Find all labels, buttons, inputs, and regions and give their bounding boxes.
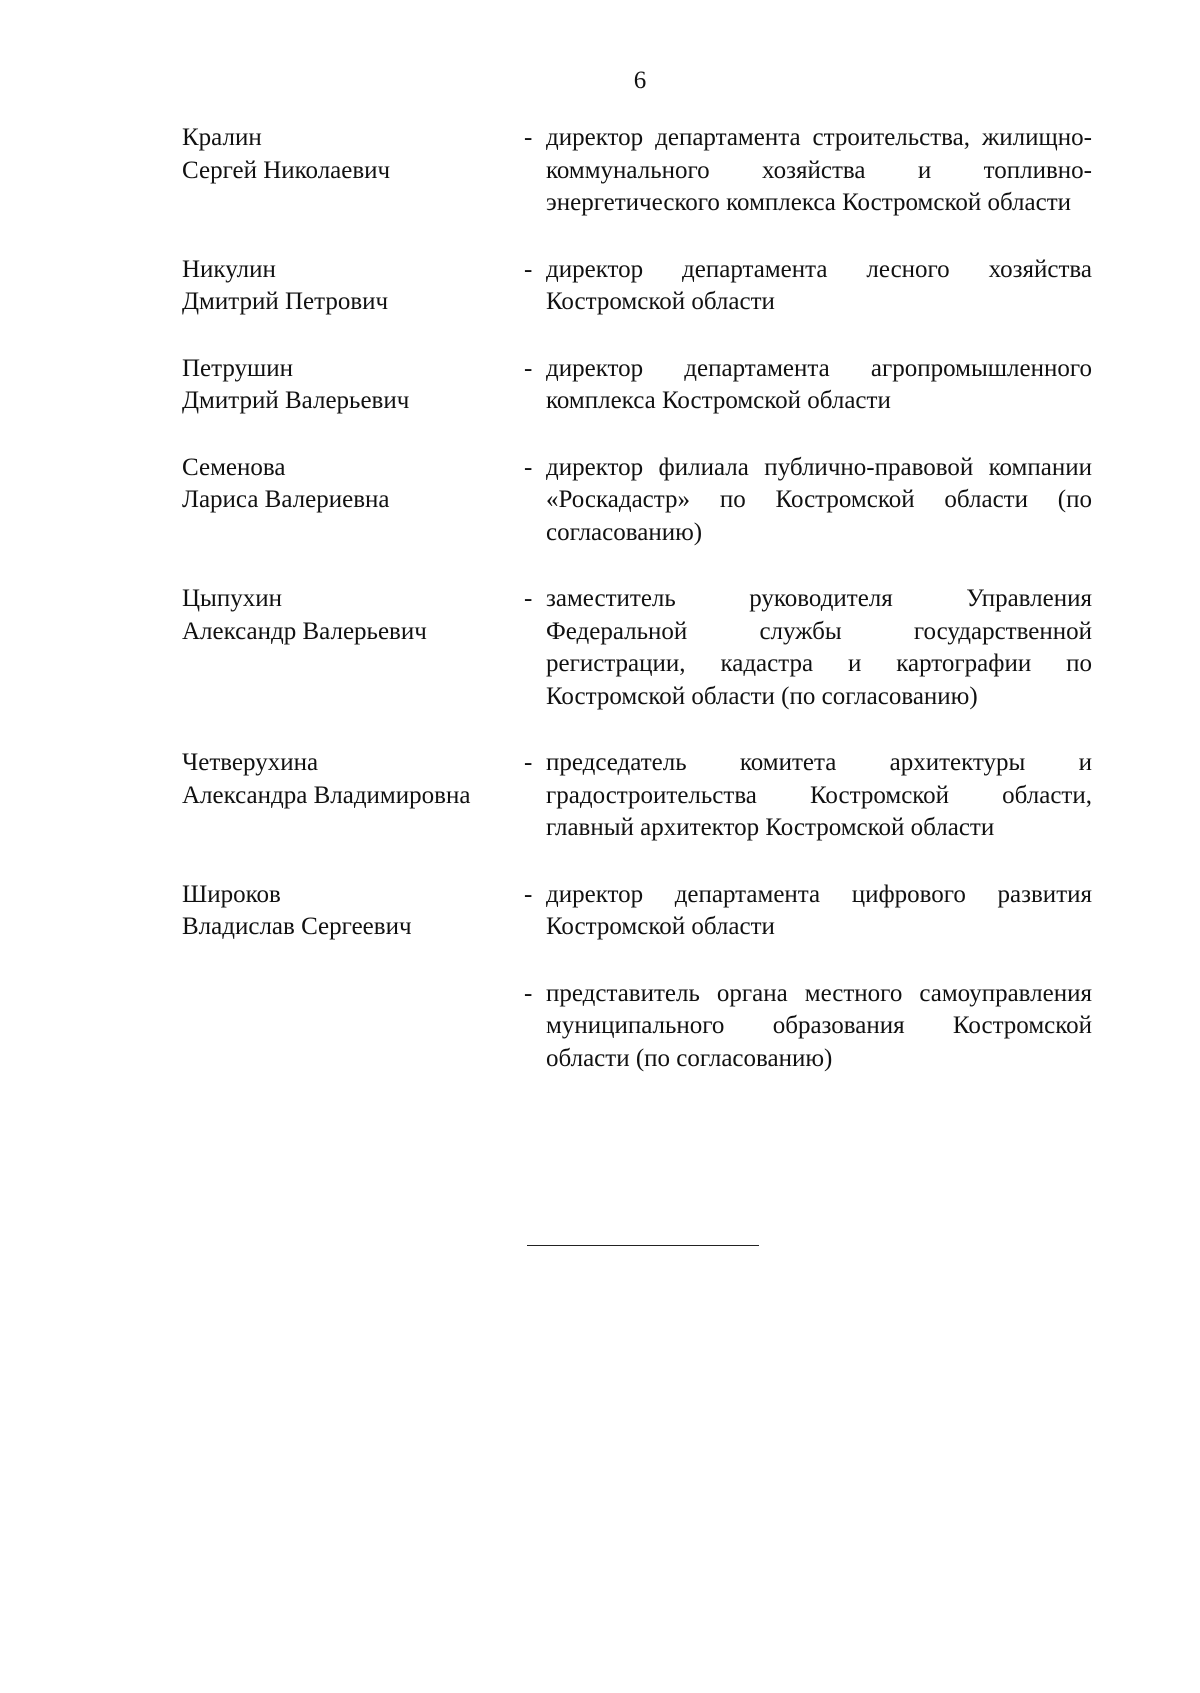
member-given-names: Владислав Сергеевич — [182, 913, 412, 940]
member-name — [182, 747, 524, 845]
member-role: директор филиала публично-правовой компании «Роскадастр» по Костромской области (по согласованию) — [546, 453, 1092, 546]
dash-marker: - — [524, 255, 533, 283]
list-item — [182, 122, 1092, 220]
member-name — [182, 254, 524, 319]
member-given-names: Сергей Николаевич — [182, 156, 391, 184]
member-surname: Кралин — [182, 124, 262, 151]
member-given-names: Дмитрий Валерьевич — [182, 387, 410, 414]
closing-rule — [527, 1245, 759, 1246]
list-item — [182, 452, 1092, 550]
list-item — [182, 583, 1092, 713]
member-role: председатель комитета архитектуры и градостроительства Костромской области, главный архитектор Костромской области — [546, 749, 1092, 841]
dash-marker: - — [524, 453, 533, 481]
member-role: директор департамента лесного хозяйства Костромской области — [546, 255, 1092, 315]
member-name — [182, 978, 524, 1076]
list-item — [182, 747, 1092, 845]
member-surname: Петрушин — [182, 354, 294, 382]
dash-marker: - — [524, 749, 533, 776]
member-name — [182, 122, 524, 220]
member-surname: Никулин — [182, 255, 276, 283]
member-surname: Семенова — [182, 453, 286, 481]
member-name — [182, 452, 524, 550]
dash-marker: - — [524, 880, 533, 908]
list-item — [182, 353, 1092, 418]
list-item — [182, 879, 1092, 944]
dash-marker: - — [524, 354, 533, 382]
member-list — [182, 122, 1092, 1109]
list-item — [182, 978, 1092, 1076]
member-given-names: Дмитрий Петрович — [182, 288, 389, 315]
page-number: 6 — [633, 67, 647, 94]
dash-marker: - — [524, 124, 533, 151]
member-role: представитель органа местного самоуправления муниципального образования Костромской области (по согласованию) — [546, 979, 1092, 1072]
member-name — [182, 353, 524, 418]
member-name — [182, 583, 524, 713]
member-name — [182, 879, 524, 944]
dash-marker: - — [524, 585, 533, 612]
member-given-names: Александра Владимировна — [182, 781, 471, 809]
list-item — [182, 254, 1092, 319]
member-role: директор департамента цифрового развития Костромской области — [546, 880, 1092, 940]
member-surname: Четверухина — [182, 749, 319, 776]
member-given-names: Александр Валерьевич — [182, 617, 427, 645]
member-role: заместитель руководителя Управления Федеральной службы государственной регистрации, кадастра и картографии по Костромской области (по согласованию) — [546, 585, 1092, 710]
member-role: директор департамента строительства, жилищно-коммунального хозяйства и топливно-энергетического комплекса Костромской области — [546, 124, 1092, 216]
member-surname: Широков — [182, 880, 281, 908]
member-surname: Цыпухин — [182, 585, 282, 612]
member-given-names: Лариса Валериевна — [182, 486, 390, 513]
member-role: директор департамента агропромышленного комплекса Костромской области — [546, 354, 1092, 414]
dash-marker: - — [524, 979, 533, 1007]
